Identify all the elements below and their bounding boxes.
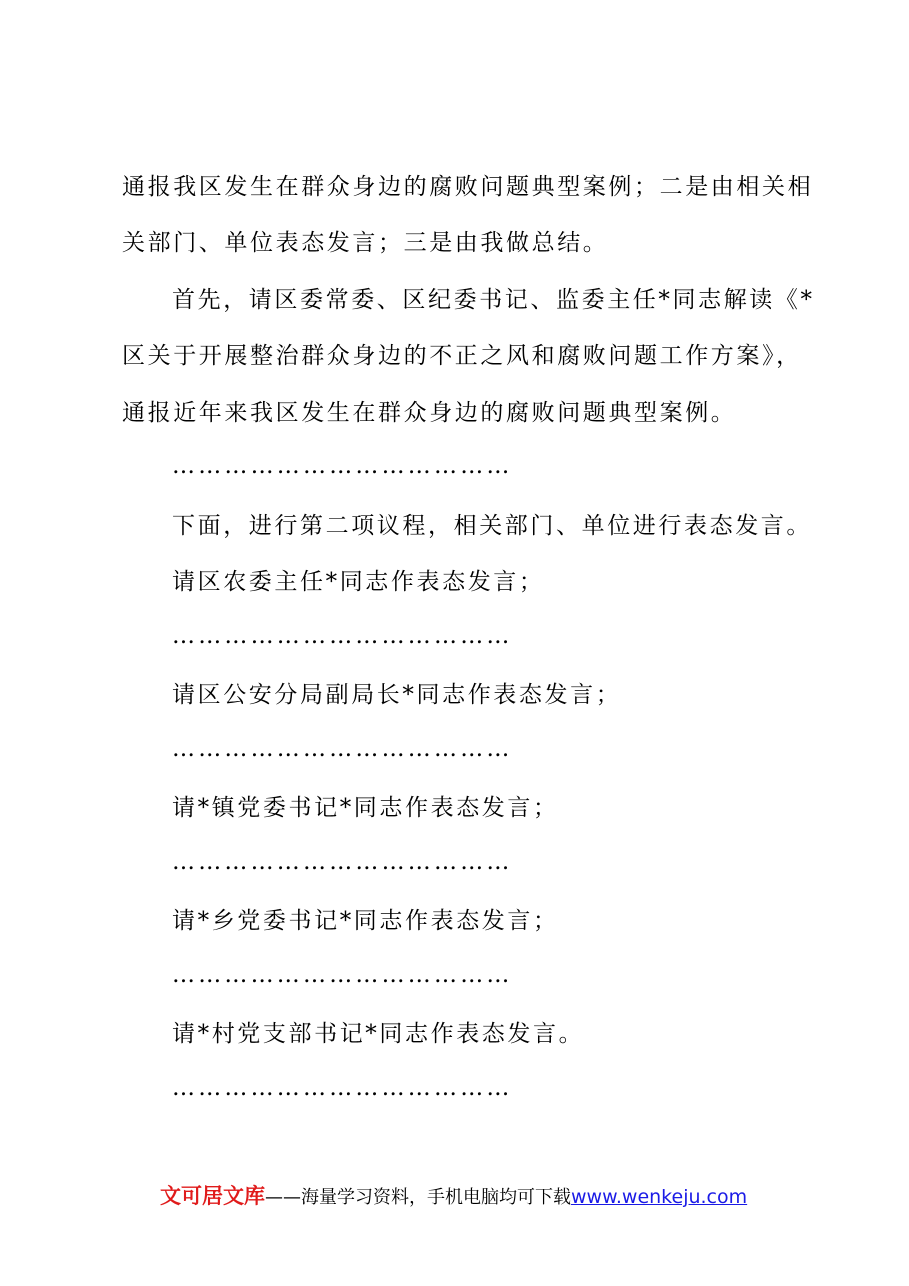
ellipsis-line: …………………………………: [172, 1075, 513, 1101]
speaker-line: 请*镇党委书记*同志作表态发言；: [172, 795, 559, 821]
footer-slogan: ——海量学习资料，手机电脑均可下载: [265, 1187, 571, 1208]
paragraph-line: 通报我区发生在群众身边的腐败问题典型案例；二是由相关相: [122, 174, 814, 200]
footer: [160, 1181, 747, 1213]
ellipsis-line: …………………………………: [172, 849, 513, 875]
ellipsis-line: …………………………………: [172, 453, 513, 479]
paragraph-line: 关部门、单位表态发言；三是由我做总结。: [122, 230, 609, 256]
speaker-line: 请区公安分局副局长*同志作表态发言；: [172, 682, 622, 708]
speaker-line: 请*乡党委书记*同志作表态发言；: [172, 908, 559, 934]
paragraph-line: 首先，请区委常委、区纪委书记、监委主任*同志解读《*: [172, 287, 815, 313]
speaker-line: 请区农委主任*同志作表态发言；: [172, 569, 545, 595]
agenda-line: 下面，进行第二项议程，相关部门、单位进行表态发言。: [172, 513, 812, 539]
website-link[interactable]: www.wenkeju.com: [571, 1186, 748, 1208]
paragraph-line: 通报近年来我区发生在群众身边的腐败问题典型案例。: [122, 400, 737, 426]
brand-name: 文可居文库: [160, 1184, 265, 1208]
paragraph-line: 区关于开展整治群众身边的不正之风和腐败问题工作方案》，: [122, 343, 802, 369]
speaker-line: 请*村党支部书记*同志作表态发言。: [172, 1021, 585, 1047]
ellipsis-line: …………………………………: [172, 962, 513, 988]
ellipsis-line: …………………………………: [172, 623, 513, 649]
ellipsis-line: …………………………………: [172, 736, 513, 762]
